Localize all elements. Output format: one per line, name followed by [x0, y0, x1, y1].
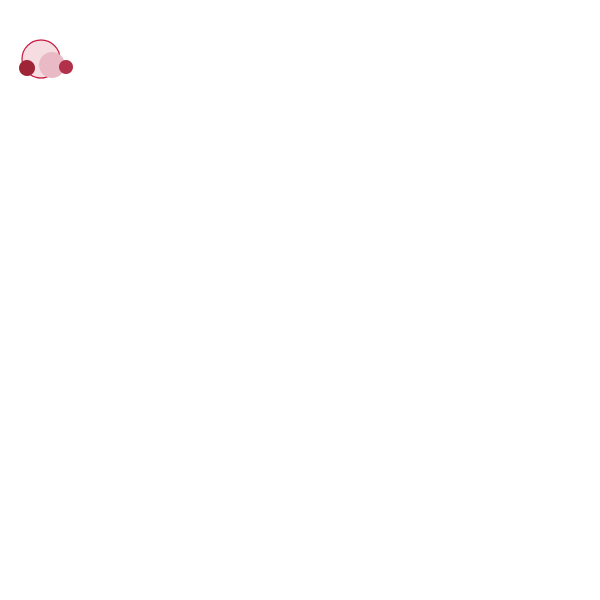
pont-jo-anya-logo	[18, 37, 80, 85]
weekday-header-row	[13, 141, 580, 155]
